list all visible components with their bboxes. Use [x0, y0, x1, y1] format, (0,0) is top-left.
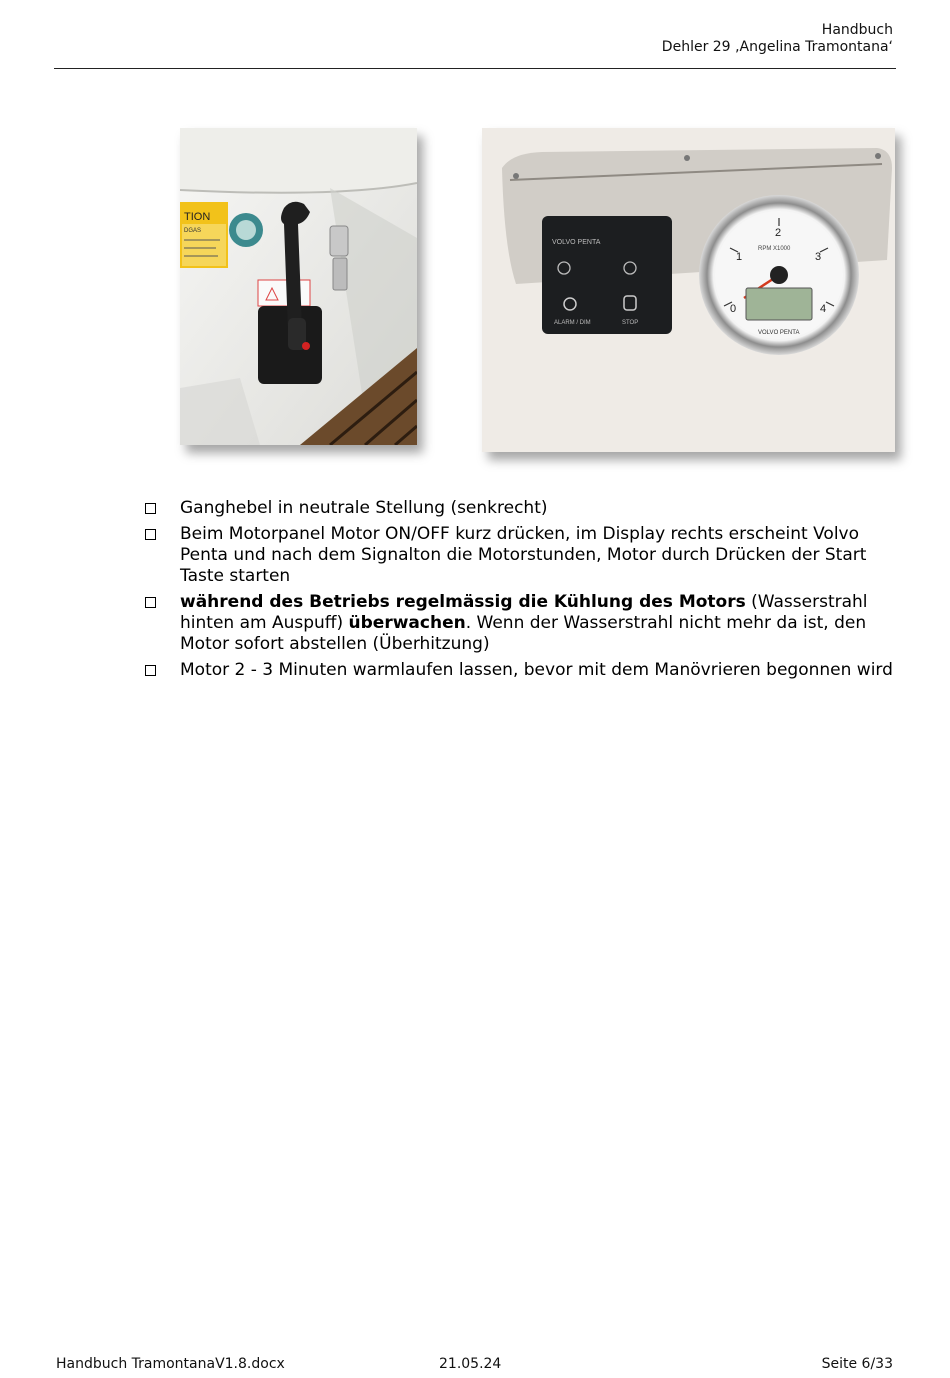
footer-page-number: Seite 6/33	[821, 1356, 893, 1372]
footer-filename: Handbuch TramontanaV1.8.docx	[56, 1356, 285, 1372]
header-rule	[54, 68, 896, 69]
panel-brand: VOLVO PENTA	[552, 239, 601, 246]
list-item-text: Beim Motorpanel Motor ON/OFF kurz drücken, im Display rechts erscheint Volvo Penta und nach dem Signalton die Motorstunden, Motor durch Drücken der Start Taste starten	[180, 524, 867, 586]
list-item-text: (Wasserstrahl hinten am Auspuff)	[180, 592, 868, 633]
checklist	[143, 498, 903, 686]
gauge-number-3: 3	[815, 251, 822, 263]
list-item	[143, 524, 903, 587]
list-item-text: Motor 2 - 3 Minuten warmlaufen lassen, bevor mit dem Manövrieren begonnen wird	[180, 660, 893, 680]
photo-engine-panel	[482, 128, 895, 452]
gauge-number-1: 1	[736, 251, 743, 263]
header-subtitle: Dehler 29 ‚Angelina Tramontana‘	[661, 39, 893, 55]
checkbox-icon	[145, 597, 156, 608]
header-title: Handbuch	[821, 22, 893, 38]
gauge-number-0: 0	[730, 303, 737, 315]
list-item-text: Ganghebel in neutrale Stellung (senkrecht)	[180, 498, 548, 518]
svg-text:DGAS: DGAS	[184, 228, 202, 234]
list-item-text: . Wenn der Wasserstrahl nicht mehr da ist, den Motor sofort abstellen (Überhitzung)	[180, 613, 867, 654]
footer-date: 21.05.24	[439, 1356, 502, 1372]
list-item-bold-text: überwachen	[348, 613, 466, 633]
gauge-number-2: 2	[775, 227, 782, 239]
page-header	[662, 22, 893, 56]
checkbox-icon	[145, 503, 156, 514]
photo-gear-lever	[180, 128, 417, 445]
checkbox-icon	[145, 665, 156, 676]
list-item	[143, 660, 903, 681]
caution-label: TION	[184, 211, 211, 223]
gauge-brand: VOLVO PENTA	[758, 330, 800, 336]
alarm-dim-label: ALARM / DIM	[554, 320, 591, 326]
stop-label: STOP	[622, 320, 639, 326]
gauge-unit: RPM X1000	[758, 246, 791, 252]
checkbox-icon	[145, 529, 156, 540]
list-item	[143, 498, 903, 519]
list-item	[143, 592, 903, 655]
gauge-number-4: 4	[820, 303, 827, 315]
list-item-bold-text: während des Betriebs regelmässig die Kühlung des Motors	[180, 592, 746, 612]
